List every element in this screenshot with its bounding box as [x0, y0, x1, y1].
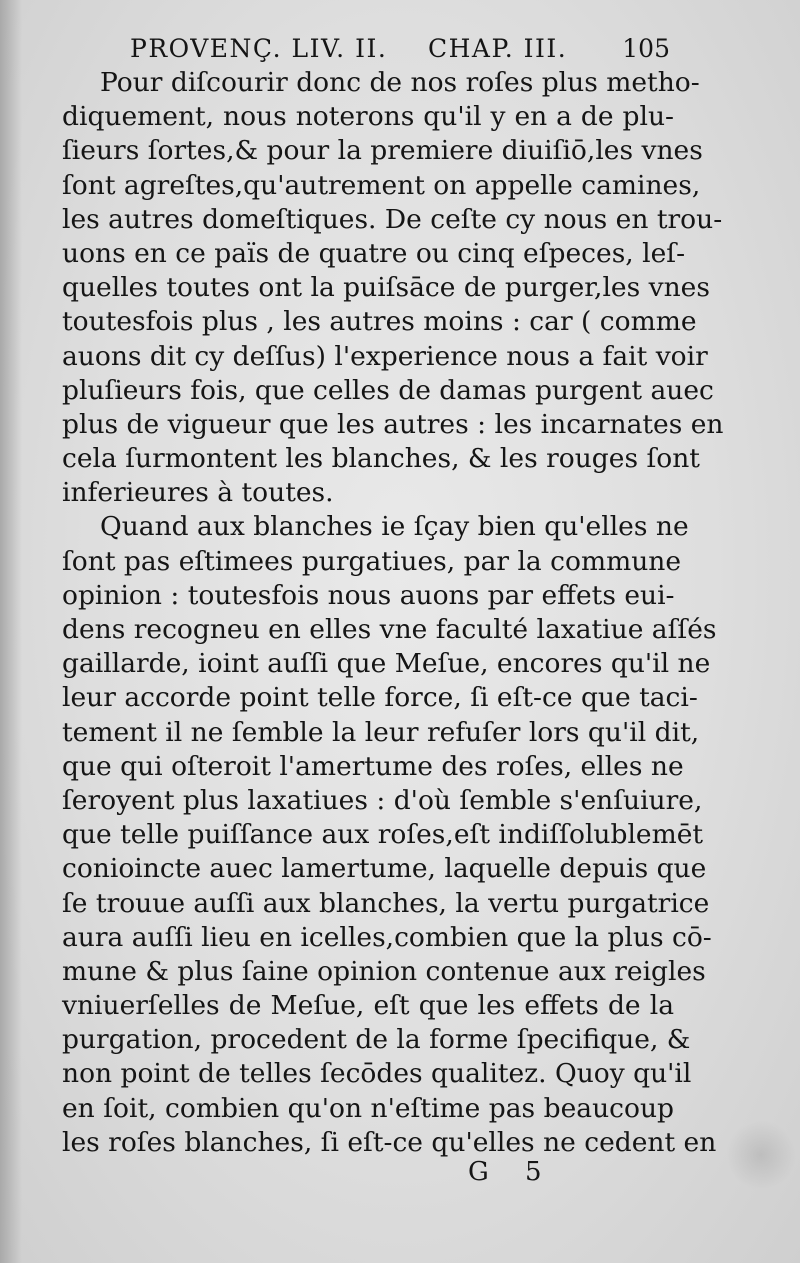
signature-mark: G 5 [468, 1157, 556, 1187]
text-line: plus de vigueur que les autres : les incarnates en [62, 408, 724, 440]
text-line: mune & plus ſaine opinion contenue aux reigles [62, 955, 706, 987]
text-line: leur accorde point telle force, ſi eſt-ce que taci- [62, 682, 698, 714]
text-line: gaillarde, ioint auſſi que Meſue, encores qu'il ne [62, 648, 711, 680]
text-line: ſont agreſtes,qu'autrement on appelle camines, [62, 169, 701, 201]
text-line: uons en ce païs de quatre ou cinq eſpeces, leſ- [62, 237, 686, 269]
text-line: ſieurs ſortes,& pour la premiere diuiſiō,les vnes [62, 135, 703, 167]
gutter-shadow [0, 0, 22, 1263]
text-line: tement il ne ſemble la leur refuſer lors qu'il dit, [62, 716, 700, 748]
text-line: aura auſſi lieu en icelles,combien que la plus cō- [62, 921, 712, 953]
paper-stain [726, 1120, 796, 1190]
running-head-left: PROVENÇ. LIV. II. [130, 34, 388, 63]
text-line: toutesfois plus , les autres moins : car ( comme [62, 306, 697, 338]
text-line: ſeroyent plus laxatiues : d'où ſemble s'enſuiure, [62, 784, 703, 816]
text-line: dens recogneu en elles vne faculté laxatiue aſſés [62, 614, 717, 645]
text-line: que telle puiſſance aux roſes,eſt indiſſolublemēt [62, 819, 704, 851]
text-line: non point de telles ſecōdes qualitez. Quoy qu'il [62, 1058, 692, 1090]
text-line: cela ſurmontent les blanches, & les rouges ſont [62, 443, 700, 475]
text-line: quelles toutes ont la puiſsāce de purger,les vnes [62, 272, 710, 304]
text-line: les roſes blanches, ſi eſt-ce qu'elles ne cedent en [62, 1126, 717, 1158]
running-head [130, 32, 670, 66]
text-line: Quand aux blanches ie ſçay bien qu'elles ne [100, 511, 689, 543]
text-line: que qui oſteroit l'amertume des roſes, elles ne [62, 750, 684, 782]
text-line: en ſoit, combien qu'on n'eſtime pas beaucoup [62, 1092, 674, 1124]
text-line: Pour diſcourir donc de nos roſes plus metho- [100, 67, 700, 98]
paragraph [62, 510, 717, 1160]
text-line: purgation, procedent de la forme ſpecifique, & [62, 1024, 691, 1056]
text-line: pluſieurs fois, que celles de damas purgent auec [62, 374, 714, 406]
body-text [62, 66, 724, 1160]
page-number: 105 [622, 34, 670, 63]
text-line: les autres domeſtiques. De ceſte cy nous en trou- [62, 203, 723, 235]
text-line: vniuerſelles de Meſue, eſt que les effets de la [62, 990, 674, 1022]
text-line: inferieures à toutes. [62, 477, 334, 509]
text-line: auons dit cy deſſus) l'experience nous a fait voir [62, 340, 708, 372]
text-line: ſe trouue auſſi aux blanches, la vertu purgatrice [62, 887, 710, 919]
text-line: diquement, nous noterons qu'il y en a de plu- [62, 101, 674, 133]
text-line: conioincte auec lamertume, laquelle depuis que [62, 853, 707, 885]
paragraph [62, 66, 724, 510]
text-line: opinion : toutesfois nous auons par effets eui- [62, 579, 675, 611]
running-head-chapter: CHAP. III. [428, 34, 568, 63]
text-line: ſont pas eſtimees purgatiues, par la commune [62, 545, 682, 577]
